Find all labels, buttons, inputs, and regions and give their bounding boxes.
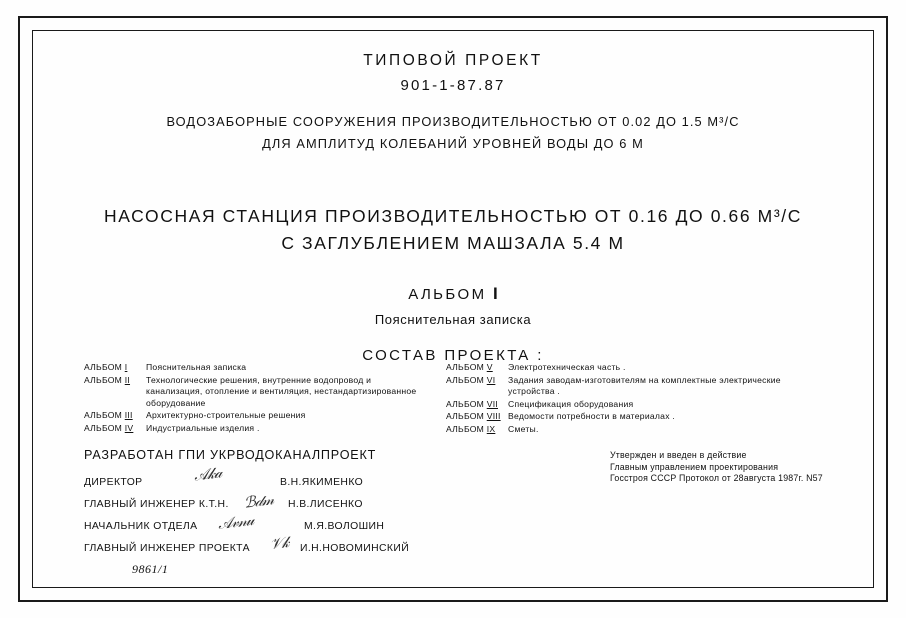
approval-line2: Главным управлением проектирования	[610, 461, 779, 472]
album-item-word: АЛЬБОМ	[84, 362, 123, 372]
album-item-text: Ведомости потребности в материалах .	[508, 411, 676, 422]
album-item-text: Архитектурно-строительные решения	[146, 410, 306, 421]
signature-role: ДИРЕКТОР	[84, 477, 143, 488]
list-item	[84, 375, 424, 410]
signature-role: ГЛАВНЫЙ ИНЖЕНЕР ПРОЕКТА	[84, 543, 250, 554]
album-item-label	[446, 362, 508, 374]
list-item	[84, 410, 424, 422]
list-item	[446, 362, 816, 374]
list-item	[446, 399, 816, 411]
signature-name: М.Я.ВОЛОШИН	[304, 521, 385, 532]
album-label: АЛЬБОМ	[408, 286, 487, 303]
album-item-number: V	[486, 362, 493, 372]
album-number: I	[493, 284, 498, 303]
album-item-word: АЛЬБОМ	[446, 423, 485, 434]
album-item-word: АЛЬБОМ	[84, 422, 123, 433]
album-item-number: VII	[486, 398, 498, 409]
album-item-number: II	[124, 374, 131, 385]
album-item-label	[84, 362, 146, 374]
signature-name: И.Н.НОВОМИНСКИЙ	[300, 543, 410, 554]
album-item-text: Задания заводам-изготовителям на комплектные электрические устройства .	[508, 374, 781, 397]
album-item-word: АЛЬБОМ	[446, 398, 485, 409]
album-item-word: АЛЬБОМ	[446, 374, 485, 385]
signature-role: ГЛАВНЫЙ ИНЖЕНЕР К.Т.Н.	[84, 499, 229, 510]
album-item-text: Пояснительная записка	[146, 362, 247, 372]
signature-name: В.Н.ЯКИМЕНКО	[280, 477, 364, 488]
list-item	[84, 362, 424, 374]
signature-role: НАЧАЛЬНИК ОТДЕЛА	[84, 521, 198, 532]
album-item-word: АЛЬБОМ	[446, 411, 485, 422]
album-item-word: АЛЬБОМ	[84, 374, 123, 385]
project-type-title: ТИПОВОЙ ПРОЕКТ	[363, 52, 543, 69]
document-number: 9861/1	[132, 562, 169, 576]
album-item-number: VIII	[486, 411, 501, 422]
album-heading	[32, 284, 874, 304]
album-item-word: АЛЬБОМ	[84, 410, 123, 421]
list-item	[446, 411, 816, 423]
developer-line: РАЗРАБОТАН ГПИ УКРВОДОКАНАЛПРОЕКТ	[84, 448, 377, 462]
signature-name: Н.В.ЛИСЕНКО	[288, 499, 363, 510]
page-content	[32, 30, 874, 588]
approval-line3: Госстроя СССР Протокол от 28августа 1987г. N57	[610, 473, 823, 483]
album-item-number: I	[124, 362, 128, 372]
album-item-text: Технологические решения, внутренние водопровод и канализация, отопление и вентиляция, нестандартизированное оборудование	[146, 374, 417, 408]
composition-heading: СОСТАВ ПРОЕКТА :	[362, 347, 544, 364]
signature-row	[84, 534, 464, 562]
signature-mark-icon: 𝒜𝓋𝓃𝓊	[217, 512, 255, 534]
project-code: 901-1-87.87	[400, 77, 506, 94]
album-item-label	[84, 375, 146, 410]
album-item-label	[84, 410, 146, 422]
album-item-label	[446, 424, 508, 436]
main-title-line1: НАСОСНАЯ СТАНЦИЯ ПРОИЗВОДИТЕЛЬНОСТЬЮ ОТ 0.16 ДО 0.66 М³/С	[104, 206, 802, 226]
album-item-label	[446, 399, 508, 411]
main-title-line2: С ЗАГЛУБЛЕНИЕМ МАШЗАЛА 5.4 М	[281, 233, 625, 253]
album-item-text: Спецификация оборудования	[508, 398, 634, 409]
list-item	[446, 424, 816, 436]
album-item-text: Сметы.	[508, 423, 539, 434]
album-item-number: VI	[486, 374, 496, 385]
signature-row	[84, 492, 464, 518]
list-item	[446, 375, 816, 398]
signature-mark-icon: 𝒜𝓀𝒶	[193, 465, 223, 485]
album-item-text: Электротехническая часть .	[508, 362, 626, 372]
album-item-number: III	[124, 410, 133, 421]
composition-right-column	[446, 362, 816, 437]
signatures-block	[84, 465, 464, 562]
album-note: Пояснительная записка	[374, 312, 532, 327]
album-item-label	[446, 411, 508, 423]
project-subtitle-line2: ДЛЯ АМПЛИТУД КОЛЕБАНИЙ УРОВНЕЙ ВОДЫ ДО 6 М	[262, 136, 644, 151]
album-item-text: Индустриальные изделия .	[146, 422, 260, 433]
album-item-label	[84, 423, 146, 435]
list-item	[84, 423, 424, 435]
signature-mark-icon: 𝒱𝓀	[269, 534, 290, 554]
album-item-number: IV	[124, 422, 134, 433]
album-item-number: IX	[486, 423, 496, 434]
album-item-word: АЛЬБОМ	[446, 362, 485, 372]
approval-line1: Утвержден и введен в действие	[610, 450, 747, 460]
signature-mark-icon: ℬ𝒹𝓂	[243, 492, 275, 512]
composition-left-column	[84, 362, 424, 436]
album-item-label	[446, 375, 508, 398]
signature-row	[84, 465, 464, 496]
approval-block	[610, 450, 823, 485]
project-subtitle-line1: ВОДОЗАБОРНЫЕ СООРУЖЕНИЯ ПРОИЗВОДИТЕЛЬНОСТЬЮ ОТ 0.02 ДО 1.5 М³/С	[166, 114, 740, 129]
